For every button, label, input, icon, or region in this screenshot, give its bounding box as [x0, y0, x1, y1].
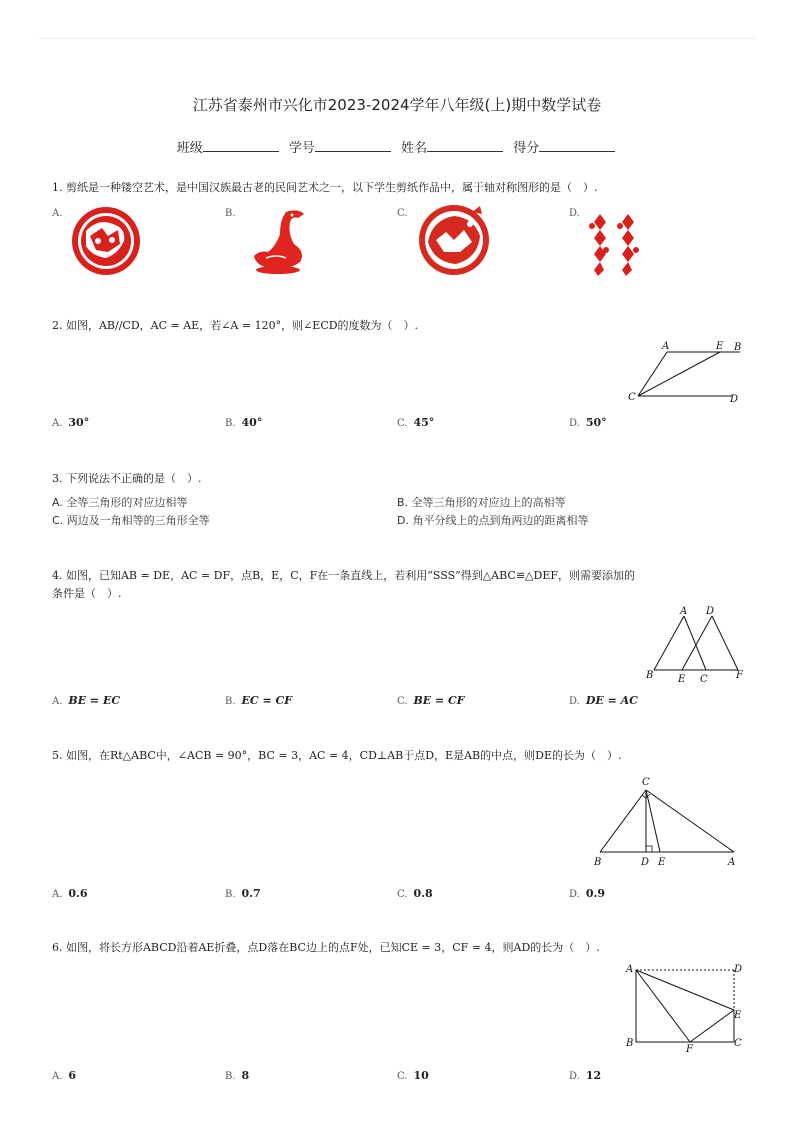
q2-option-a-value: 30° — [68, 416, 90, 429]
q5-option-c-value: 0.8 — [413, 887, 433, 900]
q1-option-a-label: A. — [52, 208, 63, 219]
q4-option-d-label: D. — [569, 696, 580, 707]
q2-label-a: A — [662, 341, 670, 352]
q5-option-d[interactable] — [569, 887, 605, 900]
class-label: 班级 — [176, 141, 203, 156]
class-field[interactable] — [203, 139, 279, 152]
top-divider — [38, 38, 756, 39]
q3-option-c-value: 两边及一角相等的三角形全等 — [66, 514, 210, 527]
q5-option-d-value: 0.9 — [585, 887, 605, 900]
q4-option-c[interactable] — [397, 694, 465, 707]
q4-label-c: C — [700, 674, 708, 685]
q6-option-b-value: 8 — [241, 1069, 250, 1082]
q4-option-b-label: B. — [225, 696, 236, 707]
q6-option-a[interactable] — [52, 1069, 76, 1082]
q2-label-c: C — [628, 392, 636, 403]
name-field[interactable] — [427, 139, 503, 152]
q3-option-c-label: C. — [52, 514, 64, 527]
q5-label-a: A — [728, 857, 736, 868]
q5-option-c-label: C. — [397, 889, 408, 900]
q4-option-a-value: BE = EC — [68, 694, 121, 707]
q6-label-b: B — [626, 1038, 634, 1049]
q1-option-c-label: C. — [397, 208, 408, 219]
q6-label-d: D — [734, 964, 743, 975]
q6-label-f: F — [686, 1044, 693, 1052]
q4-label-e: E — [678, 674, 686, 685]
q3-option-b-label: B. — [397, 496, 409, 509]
q4-label-f: F — [736, 670, 743, 681]
q5-option-a[interactable] — [52, 887, 88, 900]
score-label: 得分 — [513, 141, 540, 156]
q2-label-d: D — [730, 394, 739, 405]
q2-option-c-label: C. — [397, 418, 408, 429]
q5-option-b-value: 0.7 — [241, 887, 261, 900]
q6-option-c[interactable] — [397, 1069, 429, 1082]
q2-option-d[interactable] — [569, 416, 607, 429]
student-id-label: 学号 — [288, 141, 315, 156]
q2-option-c[interactable] — [397, 416, 434, 429]
q6-label-a: A — [626, 964, 634, 975]
q1-option-b[interactable] — [225, 206, 242, 219]
q4-label-d: D — [706, 606, 715, 617]
q5-option-b[interactable] — [225, 887, 261, 900]
papercut-round-image — [68, 206, 144, 276]
q4-option-a-label: A. — [52, 696, 63, 707]
q4-option-b-value: EC = CF — [241, 694, 293, 707]
q5-option-d-label: D. — [569, 889, 580, 900]
page-title: 江苏省泰州市兴化市2023-2024学年八年级(上)期中数学试卷 — [192, 96, 602, 114]
q4-label-a: A — [680, 606, 688, 617]
q6-option-c-value: 10 — [413, 1069, 429, 1082]
q6-option-c-label: C. — [397, 1071, 408, 1082]
q2-option-b-value: 40° — [241, 416, 263, 429]
q5-figure — [588, 772, 744, 870]
student-info-line — [0, 137, 794, 156]
q3-option-a[interactable] — [52, 494, 187, 510]
question-6-text: 6. 如图，将长方形ABCD沿着AE折叠，点D落在BC边上的点F处，已知CE = 3，CF = 4，则AD的长为（ ）. — [52, 941, 600, 954]
q5-option-b-label: B. — [225, 889, 236, 900]
q4-option-a[interactable] — [52, 694, 120, 707]
question-4-text: 4. 如图，已知AB = DE，AC = DF，点B，E，C，F在一条直线上，若利用“SSS”得到△ABC≌△DEF，则需要添加的 — [52, 569, 635, 582]
q5-label-b: B — [594, 857, 602, 868]
q3-option-d-value: 角平分线上的点到角两边的距离相等 — [412, 514, 589, 527]
q3-option-a-value: 全等三角形的对应边相等 — [66, 496, 188, 509]
q6-label-c: C — [734, 1038, 742, 1049]
q4-figure — [642, 604, 746, 686]
question-1-text: 1. 剪纸是一种镂空艺术，是中国汉族最古老的民间艺术之一，以下学生剪纸作品中，属于轴对称图形的是（ ）. — [52, 181, 598, 194]
question-3-text: 3. 下列说法不正确的是（ ）. — [52, 472, 202, 485]
q4-option-d-value: DE = AC — [585, 694, 638, 707]
q3-option-b-value: 全等三角形的对应边上的高相等 — [411, 496, 566, 509]
q6-option-a-value: 6 — [68, 1069, 77, 1082]
q4-option-c-label: C. — [397, 696, 408, 707]
q1-option-a[interactable] — [52, 206, 68, 219]
papercut-rooster-image — [412, 202, 494, 276]
q6-option-b[interactable] — [225, 1069, 249, 1082]
q2-option-a-label: A. — [52, 418, 63, 429]
question-5-text: 5. 如图，在Rt△ABC中，∠ACB = 90°，BC = 3，AC = 4，CD⊥AB于点D，E是AB的中点，则DE的长为（ ）. — [52, 749, 622, 762]
q5-label-c: C — [642, 777, 650, 788]
q4-option-c-value: BE = CF — [413, 694, 465, 707]
q2-option-b-label: B. — [225, 418, 236, 429]
q4-label-b: B — [646, 670, 654, 681]
q2-option-c-value: 45° — [413, 416, 435, 429]
q6-option-d-label: D. — [569, 1071, 580, 1082]
name-label: 姓名 — [401, 141, 428, 156]
q5-label-d: D — [641, 857, 650, 868]
q2-label-e: E — [716, 341, 724, 352]
q6-option-a-label: A. — [52, 1071, 63, 1082]
q2-option-b[interactable] — [225, 416, 262, 429]
q5-option-a-label: A. — [52, 889, 63, 900]
q6-label-e: E — [734, 1010, 742, 1021]
q4-option-d[interactable] — [569, 694, 638, 707]
score-field[interactable] — [539, 139, 615, 152]
q2-label-b: B — [734, 342, 742, 353]
q5-option-c[interactable] — [397, 887, 433, 900]
q2-option-d-label: D. — [569, 418, 580, 429]
q6-figure — [622, 958, 748, 1052]
q2-option-a[interactable] — [52, 416, 89, 429]
question-4-text-continued: 条件是（ ）. — [52, 587, 122, 600]
papercut-goose-image — [246, 204, 312, 276]
q3-option-d[interactable] — [397, 512, 588, 528]
q3-option-b[interactable] — [397, 494, 566, 510]
q1-option-d-label: D. — [569, 208, 580, 219]
student-id-field[interactable] — [315, 139, 391, 152]
q2-option-d-value: 50° — [585, 416, 607, 429]
q3-option-c[interactable] — [52, 512, 210, 528]
q6-option-d-value: 12 — [585, 1069, 602, 1082]
q4-option-b[interactable] — [225, 694, 292, 707]
q3-option-d-label: D. — [397, 514, 409, 527]
q5-option-a-value: 0.6 — [68, 887, 88, 900]
q6-option-b-label: B. — [225, 1071, 236, 1082]
q1-option-b-label: B. — [225, 208, 236, 219]
papercut-vertical-flowers-image — [584, 204, 644, 278]
q2-figure — [622, 336, 752, 408]
q6-option-d[interactable] — [569, 1069, 601, 1082]
q5-label-e: E — [658, 857, 666, 868]
question-2-text: 2. 如图，AB//CD，AC = AE，若∠A = 120°，则∠ECD的度数为（ ）. — [52, 319, 419, 332]
q3-option-a-label: A. — [52, 496, 63, 509]
q1-option-c[interactable] — [397, 206, 413, 219]
